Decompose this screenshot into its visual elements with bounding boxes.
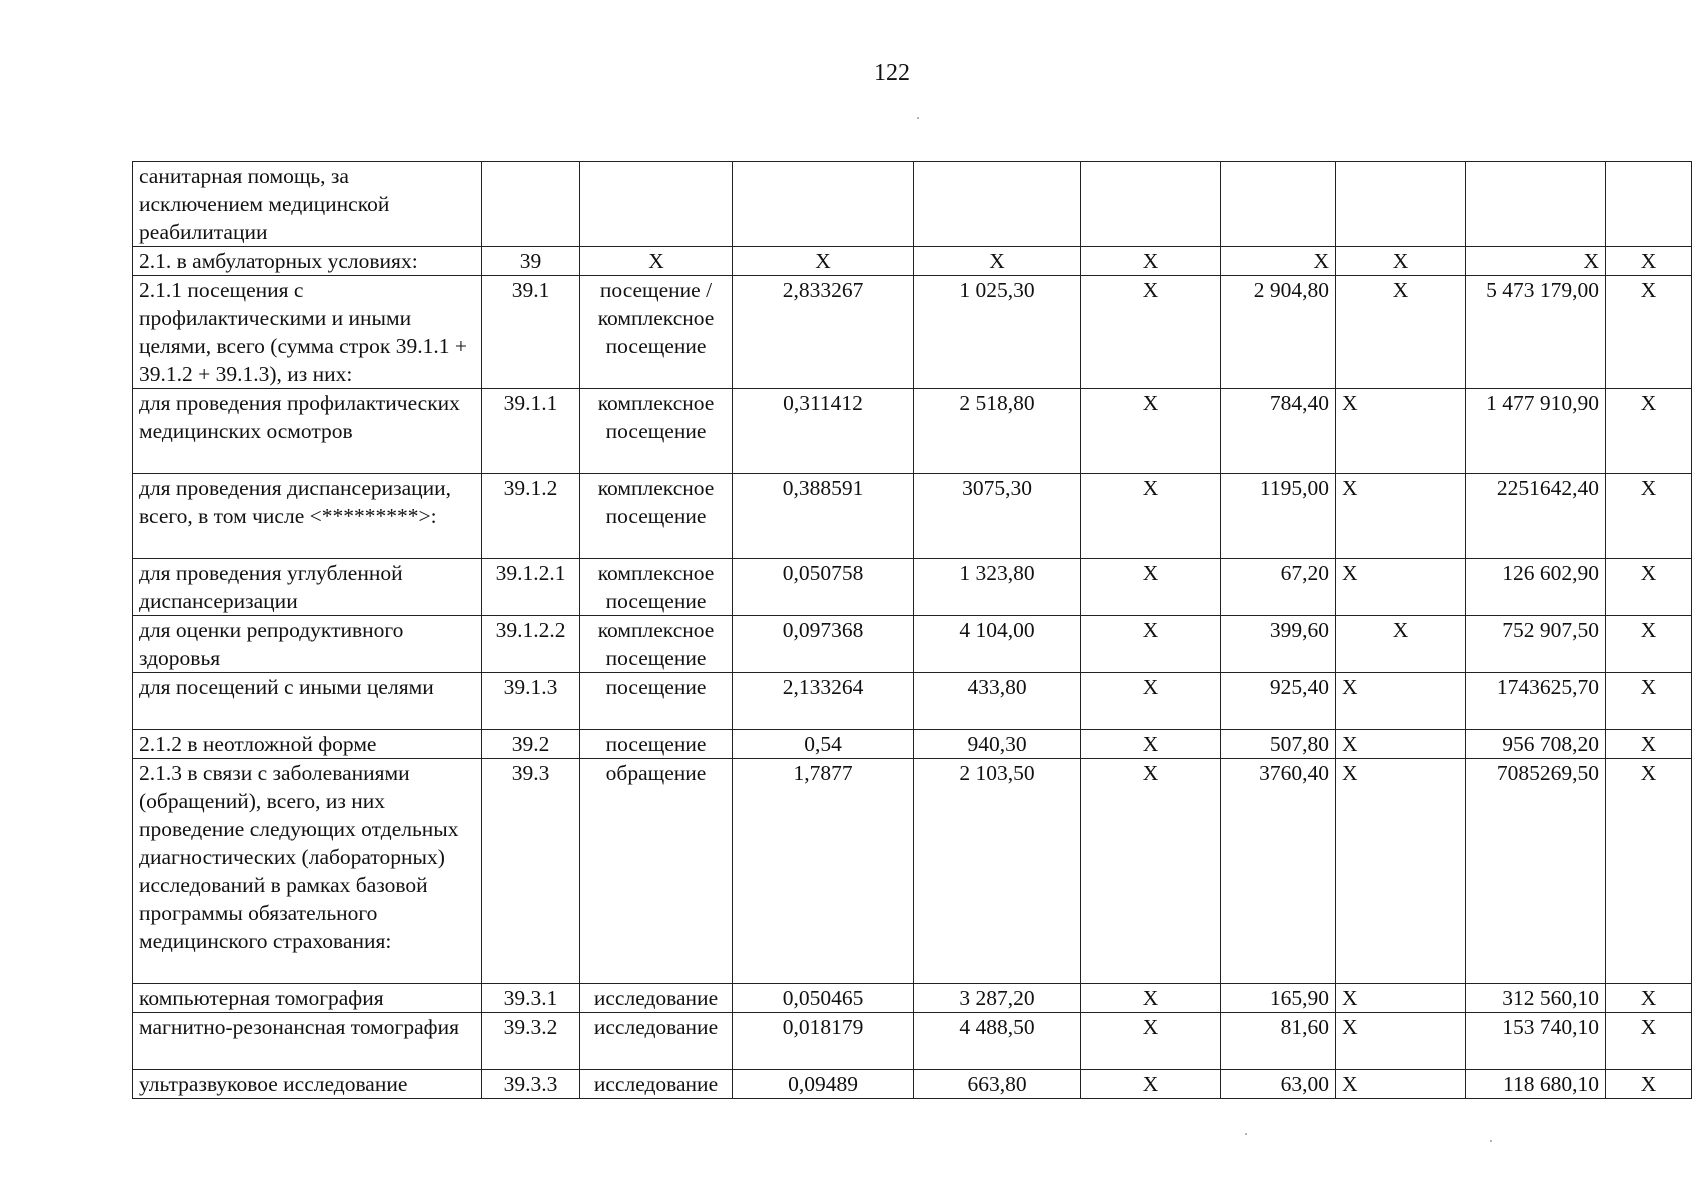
row-code-cell: 39.1	[482, 276, 580, 389]
column-8-cell: X	[1336, 616, 1466, 673]
row-code-cell: 39.2	[482, 730, 580, 759]
table-row	[133, 616, 1692, 673]
unit-cell: X	[580, 247, 733, 276]
column-8-cell: X	[1336, 559, 1466, 616]
row-label-cell: для посещений с иными целями	[133, 673, 482, 730]
row-label-cell: для проведения углубленной диспансеризации	[133, 559, 482, 616]
column-7-cell: 63,00	[1221, 1070, 1336, 1099]
column-9-cell: 153 740,10	[1466, 1013, 1606, 1070]
column-7-cell: 81,60	[1221, 1013, 1336, 1070]
column-8-cell: X	[1336, 1013, 1466, 1070]
row-code-cell: 39.3.3	[482, 1070, 580, 1099]
table-row	[133, 276, 1692, 389]
cost-cell: 3 287,20	[914, 984, 1081, 1013]
column-7-cell	[1221, 162, 1336, 247]
norm-cell: 0,050758	[733, 559, 914, 616]
column-7-cell: 399,60	[1221, 616, 1336, 673]
row-label-cell: магнитно-резонансная томография	[133, 1013, 482, 1070]
row-label-cell: 2.1.3 в связи с заболеваниями (обращений), всего, из них проведение следующих отдельных диагностических (лабораторных) исследований в рамках базовой программы обязательного медицинского страхования:	[133, 759, 482, 984]
row-code-cell: 39.3.1	[482, 984, 580, 1013]
column-9-cell: 956 708,20	[1466, 730, 1606, 759]
row-code-cell	[482, 162, 580, 247]
column-7-cell: 507,80	[1221, 730, 1336, 759]
scan-speck	[917, 117, 919, 119]
column-8-cell: X	[1336, 1070, 1466, 1099]
row-code-cell: 39.1.2.1	[482, 559, 580, 616]
column-6-cell: X	[1081, 389, 1221, 474]
row-code-cell: 39	[482, 247, 580, 276]
unit-cell: комплексное посещение	[580, 389, 733, 474]
column-7-cell: 925,40	[1221, 673, 1336, 730]
unit-cell: комплексное посещение	[580, 616, 733, 673]
row-label-cell: для проведения диспансеризации, всего, в том числе <*********>:	[133, 474, 482, 559]
norm-cell: 0,388591	[733, 474, 914, 559]
norm-cell: 1,7877	[733, 759, 914, 984]
column-8-cell: X	[1336, 389, 1466, 474]
norm-cell: 0,097368	[733, 616, 914, 673]
norm-cell: 0,311412	[733, 389, 914, 474]
column-6-cell: X	[1081, 673, 1221, 730]
column-10-cell: X	[1606, 247, 1692, 276]
row-label-cell: ультразвуковое исследование	[133, 1070, 482, 1099]
unit-cell: посещение	[580, 673, 733, 730]
column-10-cell: X	[1606, 389, 1692, 474]
page-number: 122	[874, 60, 910, 86]
unit-cell: исследование	[580, 984, 733, 1013]
row-label-cell: 2.1.2 в неотложной форме	[133, 730, 482, 759]
column-9-cell: 118 680,10	[1466, 1070, 1606, 1099]
table-row	[133, 759, 1692, 984]
column-9-cell: 1 477 910,90	[1466, 389, 1606, 474]
column-10-cell: X	[1606, 474, 1692, 559]
table-row	[133, 389, 1692, 474]
column-10-cell: X	[1606, 616, 1692, 673]
column-10-cell: X	[1606, 1013, 1692, 1070]
column-9-cell: X	[1466, 247, 1606, 276]
unit-cell: комплексное посещение	[580, 559, 733, 616]
table-row	[133, 673, 1692, 730]
row-label-cell: 2.1.1 посещения с профилактическими и иными целями, всего (сумма строк 39.1.1 + 39.1.2 + 39.1.3), из них:	[133, 276, 482, 389]
cost-cell: 940,30	[914, 730, 1081, 759]
column-7-cell: 2 904,80	[1221, 276, 1336, 389]
column-6-cell: X	[1081, 759, 1221, 984]
column-6-cell: X	[1081, 1070, 1221, 1099]
cost-cell: 1 025,30	[914, 276, 1081, 389]
scan-speck	[1490, 1140, 1492, 1142]
scan-speck	[1245, 1133, 1247, 1135]
column-9-cell: 2251642,40	[1466, 474, 1606, 559]
column-10-cell: X	[1606, 673, 1692, 730]
column-8-cell: X	[1336, 276, 1466, 389]
unit-cell: исследование	[580, 1070, 733, 1099]
table-row	[133, 1013, 1692, 1070]
row-label-cell: компьютерная томография	[133, 984, 482, 1013]
row-label-cell: для проведения профилактических медицинских осмотров	[133, 389, 482, 474]
column-6-cell: X	[1081, 730, 1221, 759]
table-row	[133, 162, 1692, 247]
norm-cell: 0,09489	[733, 1070, 914, 1099]
cost-cell: 4 488,50	[914, 1013, 1081, 1070]
cost-cell: 663,80	[914, 1070, 1081, 1099]
norm-cell: 0,54	[733, 730, 914, 759]
column-7-cell: 784,40	[1221, 389, 1336, 474]
column-6-cell: X	[1081, 984, 1221, 1013]
column-7-cell: 165,90	[1221, 984, 1336, 1013]
table-row	[133, 730, 1692, 759]
cost-cell	[914, 162, 1081, 247]
column-9-cell: 752 907,50	[1466, 616, 1606, 673]
column-10-cell: X	[1606, 759, 1692, 984]
norm-cell: 0,050465	[733, 984, 914, 1013]
norm-cell: X	[733, 247, 914, 276]
norm-cell	[733, 162, 914, 247]
table-row	[133, 1070, 1692, 1099]
column-10-cell: X	[1606, 559, 1692, 616]
unit-cell: обращение	[580, 759, 733, 984]
row-label-cell: для оценки репродуктивного здоровья	[133, 616, 482, 673]
column-8-cell: X	[1336, 759, 1466, 984]
column-6-cell: X	[1081, 1013, 1221, 1070]
column-7-cell: 67,20	[1221, 559, 1336, 616]
row-code-cell: 39.3.2	[482, 1013, 580, 1070]
unit-cell: посещение	[580, 730, 733, 759]
column-8-cell: X	[1336, 673, 1466, 730]
table-row	[133, 559, 1692, 616]
column-9-cell: 1743625,70	[1466, 673, 1606, 730]
table-row	[133, 474, 1692, 559]
column-7-cell: 3760,40	[1221, 759, 1336, 984]
data-table	[132, 161, 1692, 1099]
column-9-cell: 5 473 179,00	[1466, 276, 1606, 389]
norm-cell: 2,833267	[733, 276, 914, 389]
row-label-cell: 2.1. в амбулаторных условиях:	[133, 247, 482, 276]
unit-cell: исследование	[580, 1013, 733, 1070]
cost-cell: 4 104,00	[914, 616, 1081, 673]
column-10-cell: X	[1606, 276, 1692, 389]
column-8-cell: X	[1336, 730, 1466, 759]
row-code-cell: 39.1.1	[482, 389, 580, 474]
cost-cell: 1 323,80	[914, 559, 1081, 616]
row-code-cell: 39.3	[482, 759, 580, 984]
column-7-cell: 1195,00	[1221, 474, 1336, 559]
cost-cell: 2 103,50	[914, 759, 1081, 984]
column-6-cell: X	[1081, 247, 1221, 276]
column-9-cell: 126 602,90	[1466, 559, 1606, 616]
unit-cell: комплексное посещение	[580, 474, 733, 559]
row-code-cell: 39.1.3	[482, 673, 580, 730]
table-row	[133, 247, 1692, 276]
column-10-cell	[1606, 162, 1692, 247]
row-label-cell: санитарная помощь, за исключением медицинской реабилитации	[133, 162, 482, 247]
row-code-cell: 39.1.2.2	[482, 616, 580, 673]
table-row	[133, 984, 1692, 1013]
column-6-cell: X	[1081, 559, 1221, 616]
column-8-cell	[1336, 162, 1466, 247]
column-10-cell: X	[1606, 1070, 1692, 1099]
column-9-cell: 312 560,10	[1466, 984, 1606, 1013]
unit-cell	[580, 162, 733, 247]
column-10-cell: X	[1606, 984, 1692, 1013]
column-6-cell: X	[1081, 474, 1221, 559]
norm-cell: 0,018179	[733, 1013, 914, 1070]
column-8-cell: X	[1336, 984, 1466, 1013]
column-6-cell	[1081, 162, 1221, 247]
column-6-cell: X	[1081, 616, 1221, 673]
cost-cell: 3075,30	[914, 474, 1081, 559]
row-code-cell: 39.1.2	[482, 474, 580, 559]
column-6-cell: X	[1081, 276, 1221, 389]
column-10-cell: X	[1606, 730, 1692, 759]
norm-cell: 2,133264	[733, 673, 914, 730]
cost-cell: 2 518,80	[914, 389, 1081, 474]
cost-cell: 433,80	[914, 673, 1081, 730]
column-9-cell: 7085269,50	[1466, 759, 1606, 984]
column-8-cell: X	[1336, 247, 1466, 276]
column-7-cell: X	[1221, 247, 1336, 276]
column-8-cell: X	[1336, 474, 1466, 559]
unit-cell: посещение / комплексное посещение	[580, 276, 733, 389]
column-9-cell	[1466, 162, 1606, 247]
cost-cell: X	[914, 247, 1081, 276]
